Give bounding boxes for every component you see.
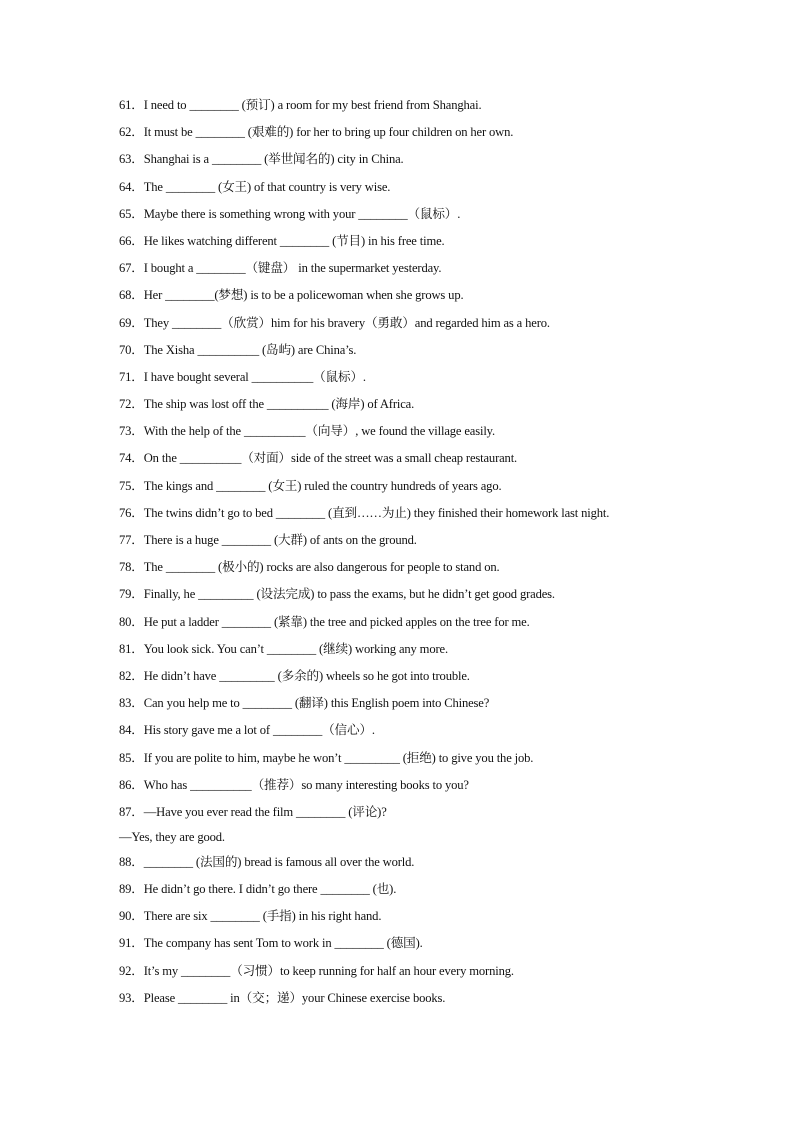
question-81: 81．You look sick. You can’t ________ (继续) working any more.: [119, 641, 448, 656]
question-90: 90．There are six ________ (手指) in his right hand.: [119, 909, 382, 924]
question-92: 92．It’s my ________（习惯）to keep running for half an hour every morning.: [119, 963, 514, 978]
question-76: 76．The twins didn’t go to bed ________ (直到……为止) they finished their homework last night.: [119, 505, 610, 520]
question-70: 70．The Xisha __________ (岛屿) are China’s.: [119, 342, 357, 357]
question-65: 65．Maybe there is something wrong with your ________（鼠标）.: [119, 206, 461, 221]
question-87: 87．—Have you ever read the film ________ (评论)?: [119, 804, 387, 819]
question-74: 74．On the __________（对面）side of the street was a small cheap restaurant.: [119, 451, 518, 466]
question-85: 85．If you are polite to him, maybe he won’t _________ (拒绝) to give you the job.: [119, 750, 534, 765]
question-86: 86．Who has __________（推荐）so many interesting books to you?: [119, 777, 469, 792]
question-66: 66．He likes watching different ________ (节目) in his free time.: [119, 233, 445, 248]
question-77: 77．There is a huge ________ (大群) of ants on the ground.: [119, 533, 417, 547]
question-84: 84．His story gave me a lot of ________（信心）.: [119, 723, 375, 738]
question-list: [119, 96, 739, 1016]
question-93: 93．Please ________ in（交；递）your Chinese exercise books.: [119, 990, 446, 1005]
question-79: 79．Finally, he _________ (设法完成) to pass the exams, but he didn’t get good grades.: [119, 587, 555, 602]
question-78: 78．The ________ (极小的) rocks are also dangerous for people to stand on.: [119, 560, 500, 575]
question-75: 75．The kings and ________ (女王) ruled the country hundreds of years ago.: [119, 478, 502, 493]
question-88: 88．________ (法国的) bread is famous all over the world.: [119, 854, 415, 869]
question-89: 89．He didn’t go there. I didn’t go there ________ (也).: [119, 882, 397, 897]
question-62: 62．It must be ________ (艰难的) for her to bring up four children on her own.: [119, 125, 514, 140]
question-67: 67．I bought a ________（键盘） in the supermarket yesterday.: [119, 261, 442, 276]
question-87-answer-line: —Yes, they are good.: [119, 829, 225, 844]
question-91: 91．The company has sent Tom to work in ________ (德国).: [119, 936, 423, 951]
question-82: 82．He didn’t have _________ (多余的) wheels so he got into trouble.: [119, 668, 470, 683]
question-80: 80．He put a ladder ________ (紧靠) the tree and picked apples on the tree for me.: [119, 614, 530, 629]
question-69: 69．They ________（欣赏）him for his bravery（勇敢）and regarded him as a hero.: [119, 315, 550, 330]
question-71: 71．I have bought several __________（鼠标）.: [119, 369, 366, 384]
question-64: 64．The ________ (女王) of that country is very wise.: [119, 179, 391, 194]
question-83: 83．Can you help me to ________ (翻译) this English poem into Chinese?: [119, 696, 490, 711]
question-68: 68．Her ________(梦想) is to be a policewoman when she grows up.: [119, 288, 464, 303]
question-61: 61．I need to ________ (预订) a room for my best friend from Shanghai.: [119, 98, 482, 112]
question-72: 72．The ship was lost off the __________ (海岸) of Africa.: [119, 397, 415, 412]
question-73: 73．With the help of the __________（向导）, we found the village easily.: [119, 424, 496, 439]
question-63: 63．Shanghai is a ________ (举世闻名的) city in China.: [119, 152, 404, 167]
